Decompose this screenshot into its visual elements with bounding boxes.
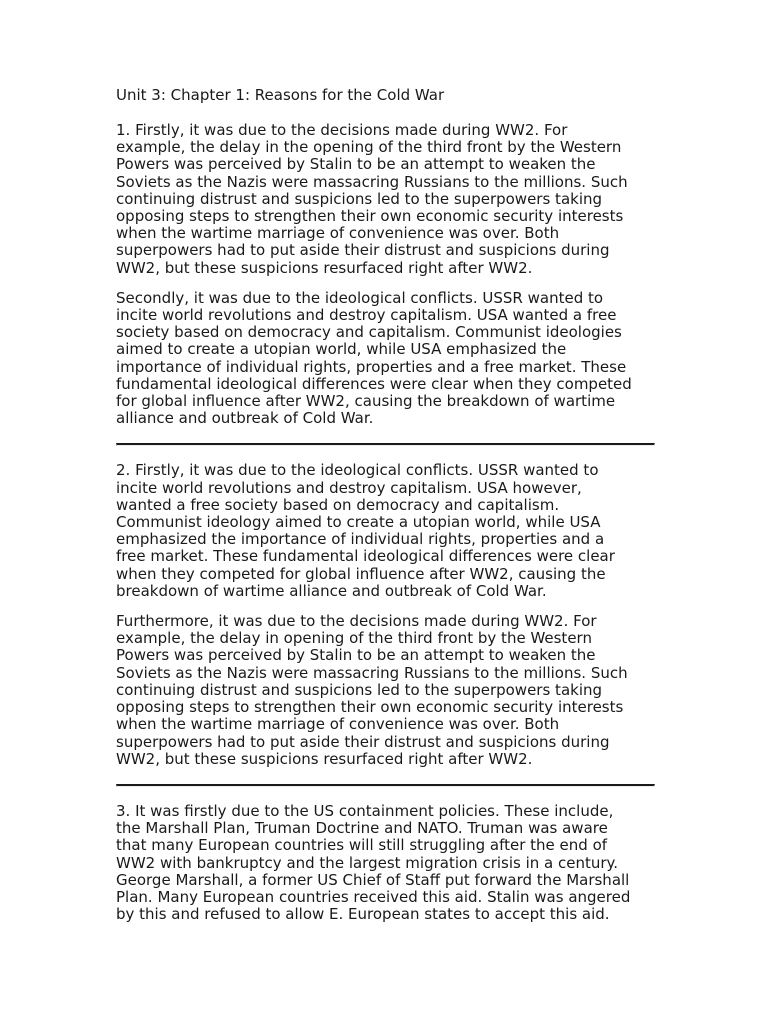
answer-section-3	[116, 803, 656, 923]
document-page	[116, 86, 656, 923]
section-3-paragraph-1: 3. It was firstly due to the US containment policies. These include, the Marshall Plan, Truman Doctrine and NATO. Truman was aware that many European countries will still struggling after the end of WW2 with bankruptcy and the largest migration crisis in a century. George Marshall, a former US Chief of Staff put forward the Marshall Plan. Many European countries received this aid. Stalin was angered by this and refused to allow E. European states to accept this aid.	[116, 801, 631, 924]
section-2-paragraph-1: 2. Firstly, it was due to the ideological conflicts. USSR wanted to incite world revolutions and destroy capitalism. USA however, wanted a free society based on democracy and capitalism. Communist ideology aimed to create a utopian world, while USA emphasized the importance of individual rights, properties and a free market. These fundamental ideological differences were clear when they competed for global influence after WW2, causing the breakdown of wartime alliance and outbreak of Cold War.	[116, 461, 615, 600]
paragraph-gap	[116, 277, 656, 290]
section-2-paragraph-2: Furthermore, it was due to the decisions made during WW2. For example, the delay in opening of the third front by the Western Powers was perceived by Stalin to be an attempt to weaken the Soviets as the Nazis were massacring Russians to the millions. Such continuing distrust and suspicions led to the superpowers taking opposing steps to strengthen their own economic security interests when the wartime marriage of convenience was over. Both superpowers had to put aside their distrust and suspicions during WW2, but these suspicions resurfaced right after WW2.	[116, 612, 628, 768]
section-1-paragraph-2: Secondly, it was due to the ideological conflicts. USSR wanted to incite world revolutions and destroy capitalism. USA wanted a free society based on democracy and capitalism. Communist ideologies aimed to create a utopian world, while USA emphasized the importance of individual rights, properties and a free market. These fundamental ideological differences were clear when they competed for global influence after WW2, causing the breakdown of wartime alliance and outbreak of Cold War.	[116, 288, 632, 428]
document-title: Unit 3: Chapter 1: Reasons for the Cold War	[116, 86, 445, 104]
answer-section-1	[116, 122, 656, 427]
answer-section-2	[116, 462, 656, 767]
section-1-paragraph-1: 1. Firstly, it was due to the decisions made during WW2. For example, the delay in the opening of the third front by the Western Powers was perceived by Stalin to be an attempt to weaken the Soviets as the Nazis were massacring Russians to the millions. Such continuing distrust and suspicions led to the superpowers taking opposing steps to strengthen their own economic security interests when the wartime marriage of convenience was over. Both superpowers had to put aside their distrust and suspicions during WW2, but these suspicions resurfaced right after WW2.	[116, 121, 628, 277]
